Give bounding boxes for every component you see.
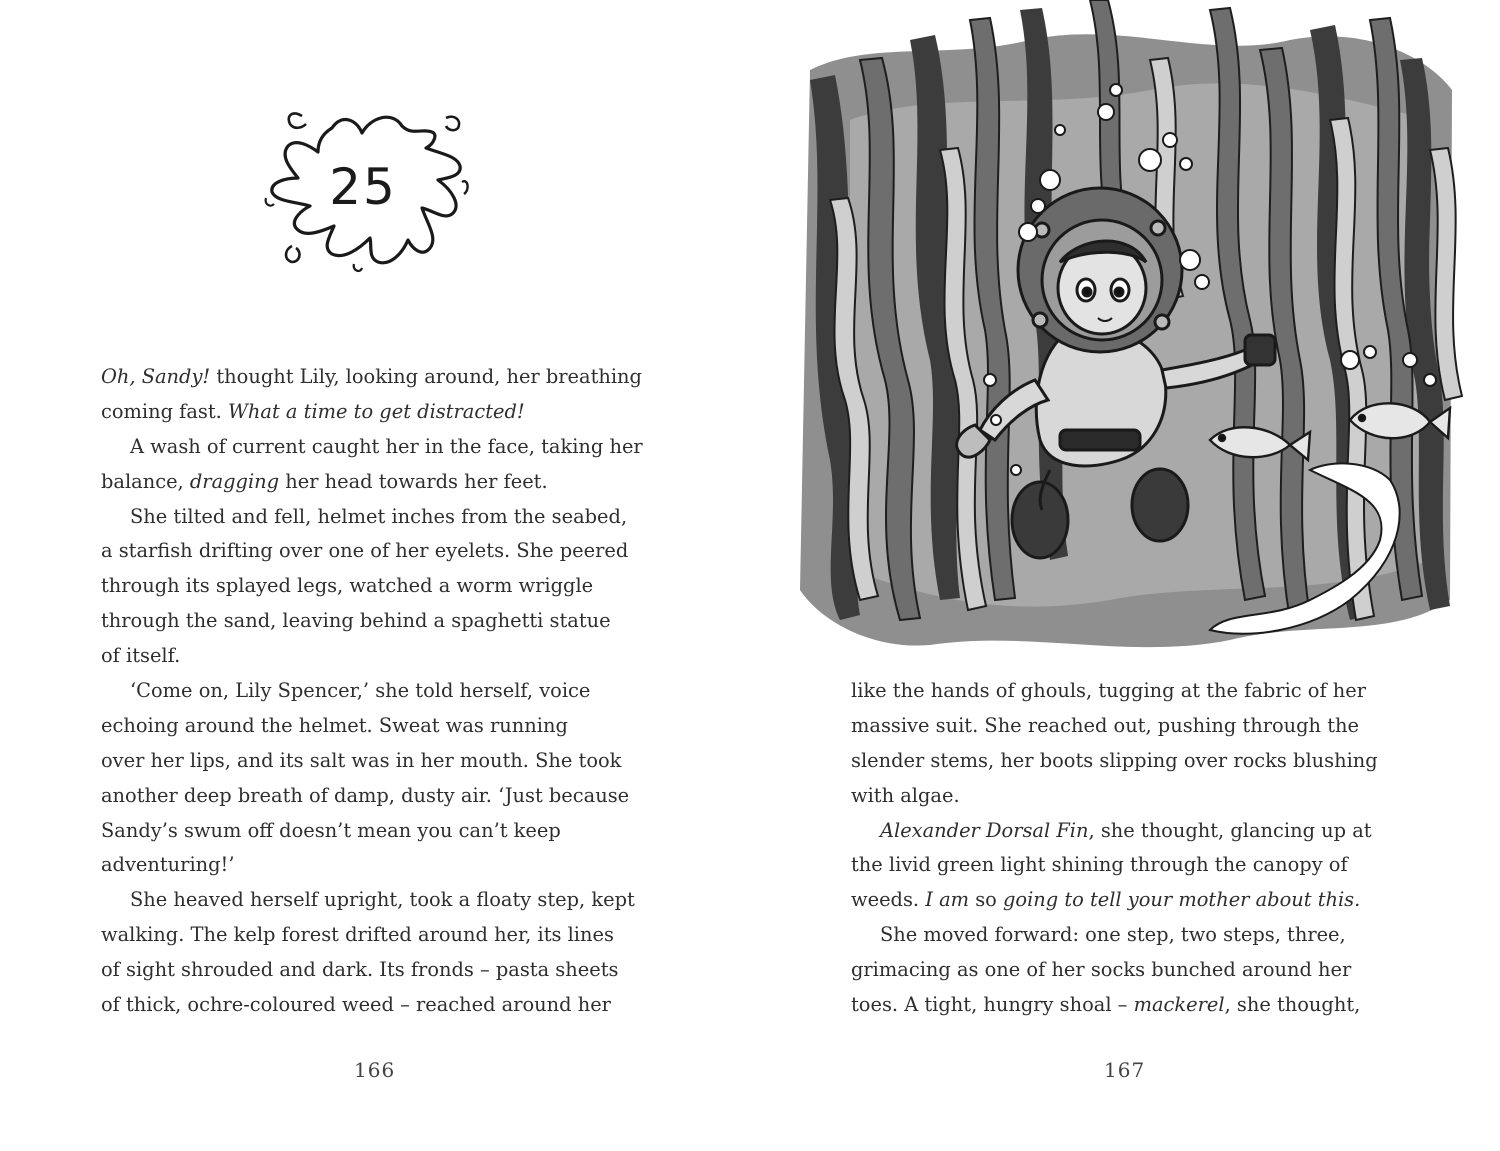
- text-segment: thought Lily, looking around, her breathing: [210, 365, 642, 388]
- text-segment: , she thought, glancing up at: [1088, 818, 1372, 842]
- text-line: [101, 848, 661, 883]
- text-segment: with algae.: [851, 783, 960, 807]
- text-line: [851, 918, 1411, 953]
- text-segment: through its splayed legs, watched a worm wriggle: [101, 574, 594, 598]
- text-segment: ‘Come on, Lily Spencer,’ she told herself, voice: [130, 679, 591, 703]
- left-page-body-text: [101, 360, 661, 1023]
- page-number-right: 167: [1104, 1058, 1146, 1082]
- text-segment: balance,: [101, 469, 190, 493]
- text-line: [101, 814, 661, 849]
- text-segment: the livid green light shining through the canopy of: [851, 853, 1348, 877]
- text-line: [851, 674, 1411, 709]
- text-segment: echoing around the helmet. Sweat was running: [101, 713, 568, 737]
- chapter-heading: [262, 98, 472, 274]
- text-line: [101, 534, 661, 569]
- text-line: [851, 814, 1411, 849]
- text-line: [851, 988, 1411, 1023]
- text-segment: of thick, ochre-coloured weed – reached around her: [101, 993, 611, 1017]
- text-segment: through the sand, leaving behind a spaghetti statue: [101, 609, 611, 633]
- text-segment: coming fast.: [101, 399, 228, 423]
- text-line: [101, 883, 661, 918]
- kelp-forest-diver-illustration: [790, 0, 1470, 660]
- text-segment: She tilted and fell, helmet inches from the seabed,: [130, 504, 628, 528]
- text-line: [851, 953, 1411, 988]
- text-line: [101, 744, 661, 779]
- text-line: [101, 395, 661, 430]
- text-line: [101, 674, 661, 709]
- text-segment: her head towards her feet.: [279, 469, 548, 493]
- text-line: [101, 918, 661, 953]
- text-segment: grimacing as one of her socks bunched around her: [851, 958, 1352, 982]
- text-segment: massive suit. She reached out, pushing through the: [851, 713, 1359, 737]
- text-segment: over her lips, and its salt was in her mouth. She took: [101, 748, 622, 772]
- italic-text: Alexander Dorsal Fin: [880, 818, 1089, 842]
- text-segment: adventuring!’: [101, 853, 235, 877]
- text-line: [101, 465, 661, 500]
- text-segment: She heaved herself upright, took a floaty step, kept: [130, 888, 635, 912]
- text-line: [101, 360, 661, 395]
- text-line: [851, 709, 1411, 744]
- italic-text: What a time to get distracted!: [228, 399, 525, 423]
- text-line: [101, 953, 661, 988]
- text-segment: of itself.: [101, 644, 181, 668]
- text-line: [851, 883, 1411, 918]
- text-line: [101, 500, 661, 535]
- italic-text: I am: [925, 888, 970, 912]
- text-segment: , she thought,: [1224, 993, 1361, 1017]
- text-line: [101, 988, 661, 1023]
- text-segment: Sandy’s swum off doesn’t mean you can’t keep: [101, 818, 561, 842]
- text-line: [851, 848, 1411, 883]
- text-line: [101, 569, 661, 604]
- text-line: [101, 709, 661, 744]
- right-page-body-text: [851, 674, 1411, 1023]
- text-segment: walking. The kelp forest drifted around her, its lines: [101, 923, 614, 947]
- text-segment: She moved forward: one step, two steps, three,: [880, 923, 1346, 947]
- text-segment: A wash of current caught her in the face, taking her: [130, 434, 643, 458]
- text-line: [851, 744, 1411, 779]
- italic-text: going to tell your mother about this.: [1002, 888, 1361, 912]
- text-segment: another deep breath of damp, dusty air. ‘Just because: [101, 783, 630, 807]
- text-segment: toes. A tight, hungry shoal –: [851, 993, 1134, 1017]
- text-segment: a starfish drifting over one of her eyelets. She peered: [101, 539, 629, 563]
- text-segment: like the hands of ghouls, tugging at the fabric of her: [851, 679, 1367, 702]
- text-line: [851, 779, 1411, 814]
- italic-text: Oh, Sandy!: [101, 365, 211, 388]
- text-line: [101, 430, 661, 465]
- chapter-number: 25: [329, 158, 397, 216]
- page-number-left: 166: [354, 1058, 396, 1082]
- text-line: [101, 779, 661, 814]
- text-segment: weeds.: [851, 888, 926, 912]
- text-segment: slender stems, her boots slipping over rocks blushing: [851, 748, 1378, 772]
- italic-text: mackerel: [1133, 993, 1225, 1017]
- right-page: [750, 0, 1500, 1151]
- italic-text: dragging: [189, 469, 280, 493]
- text-segment: so: [969, 888, 1003, 912]
- text-line: [101, 639, 661, 674]
- text-segment: of sight shrouded and dark. Its fronds – pasta sheets: [101, 958, 619, 982]
- text-line: [101, 604, 661, 639]
